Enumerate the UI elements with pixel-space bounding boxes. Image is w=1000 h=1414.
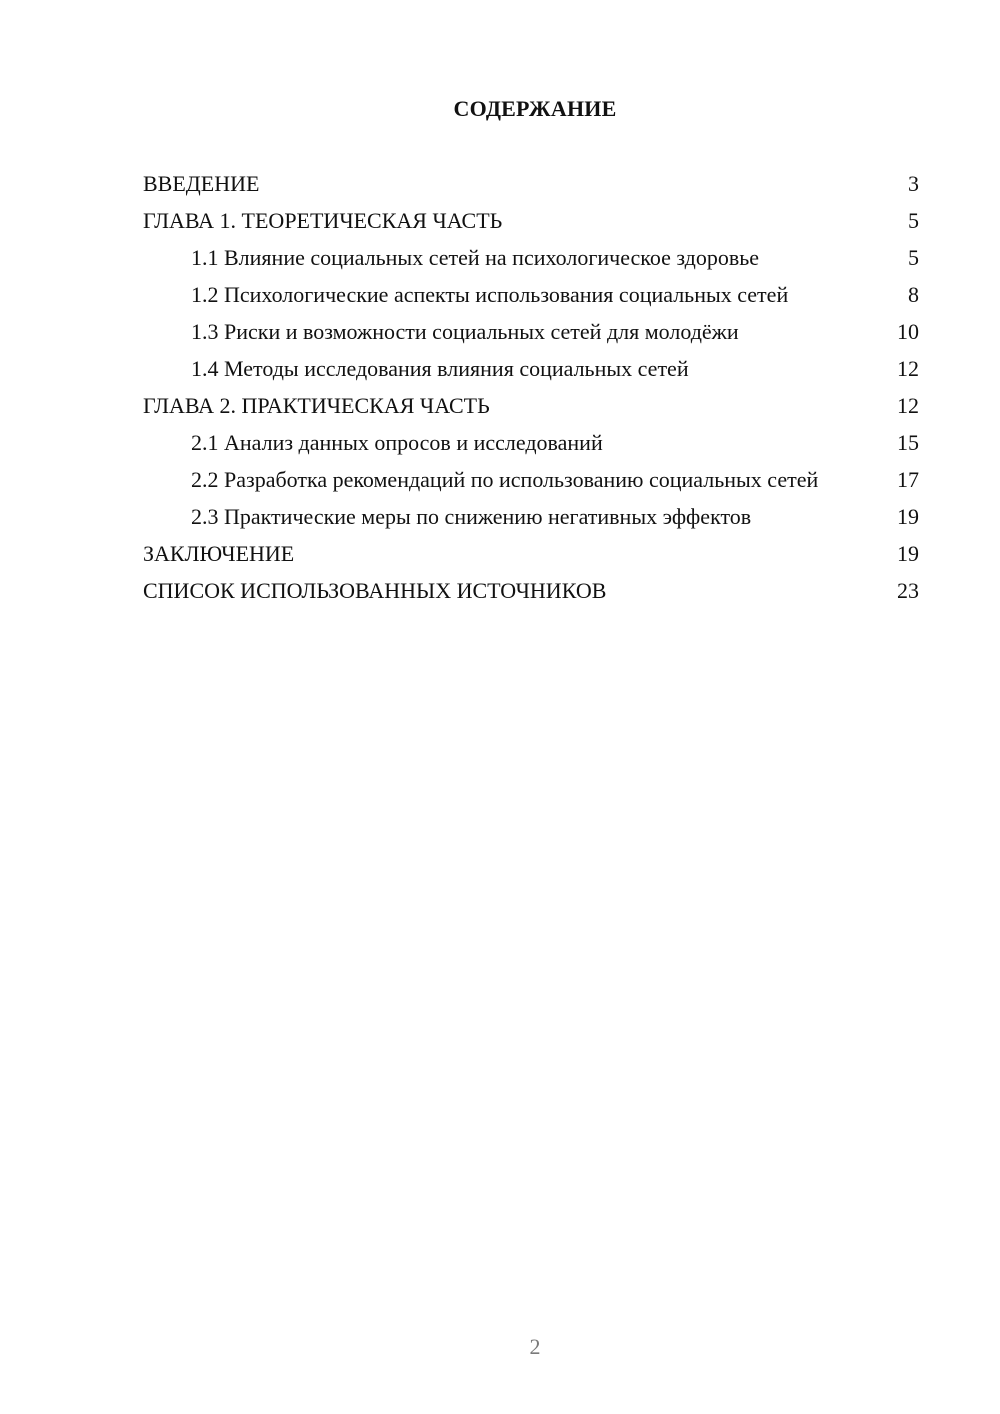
toc-entry-page: 12 xyxy=(897,393,919,418)
toc-entry-label: 1.2 Психологические аспекты использования социальных сетей xyxy=(191,282,789,307)
toc-entry-label: ЗАКЛЮЧЕНИЕ xyxy=(143,541,295,566)
page-number: 2 xyxy=(529,1334,541,1359)
toc-entry-label: 1.4 Методы исследования влияния социальных сетей xyxy=(191,356,689,381)
toc-entry-chapter-1 xyxy=(143,207,919,234)
toc-entry-section-1-4 xyxy=(143,355,919,382)
toc-entry-label: 2.2 Разработка рекомендаций по использованию социальных сетей xyxy=(191,467,819,492)
toc-entry-section-2-3 xyxy=(143,503,919,530)
toc-entry-label: СПИСОК ИСПОЛЬЗОВАННЫХ ИСТОЧНИКОВ xyxy=(143,578,607,603)
toc-entry-label: 1.1 Влияние социальных сетей на психологическое здоровье xyxy=(191,245,760,270)
toc-entry-page: 19 xyxy=(897,504,919,529)
toc-entry-chapter-2 xyxy=(143,392,919,419)
toc-entry-page: 17 xyxy=(897,467,919,492)
toc-entry-page: 3 xyxy=(908,171,919,196)
table-of-contents xyxy=(143,170,919,614)
toc-entry-section-2-1 xyxy=(143,429,919,456)
toc-entry-label: ГЛАВА 2. ПРАКТИЧЕСКАЯ ЧАСТЬ xyxy=(143,393,490,418)
toc-entry-introduction xyxy=(143,170,919,197)
toc-entry-section-1-2 xyxy=(143,281,919,308)
toc-entry-page: 12 xyxy=(897,356,919,381)
toc-entry-section-1-1 xyxy=(143,244,919,271)
toc-entry-label: ГЛАВА 1. ТЕОРЕТИЧЕСКАЯ ЧАСТЬ xyxy=(143,208,503,233)
toc-entry-label: 2.3 Практические меры по снижению негативных эффектов xyxy=(191,504,752,529)
toc-entry-conclusion xyxy=(143,540,919,567)
toc-entry-label: 1.3 Риски и возможности социальных сетей для молодёжи xyxy=(191,319,739,344)
toc-entry-page: 19 xyxy=(897,541,919,566)
toc-entry-page: 10 xyxy=(897,319,919,344)
toc-entry-label: 2.1 Анализ данных опросов и исследований xyxy=(191,430,603,455)
toc-entry-section-1-3 xyxy=(143,318,919,345)
toc-entry-section-2-2 xyxy=(143,466,919,493)
toc-entry-page: 8 xyxy=(908,282,919,307)
toc-title: СОДЕРЖАНИЕ xyxy=(453,96,617,121)
toc-entry-references xyxy=(143,577,919,604)
toc-entry-page: 5 xyxy=(908,208,919,233)
toc-entry-label: ВВЕДЕНИЕ xyxy=(143,171,260,196)
toc-entry-page: 5 xyxy=(908,245,919,270)
toc-entry-page: 23 xyxy=(897,578,919,603)
toc-entry-page: 15 xyxy=(897,430,919,455)
